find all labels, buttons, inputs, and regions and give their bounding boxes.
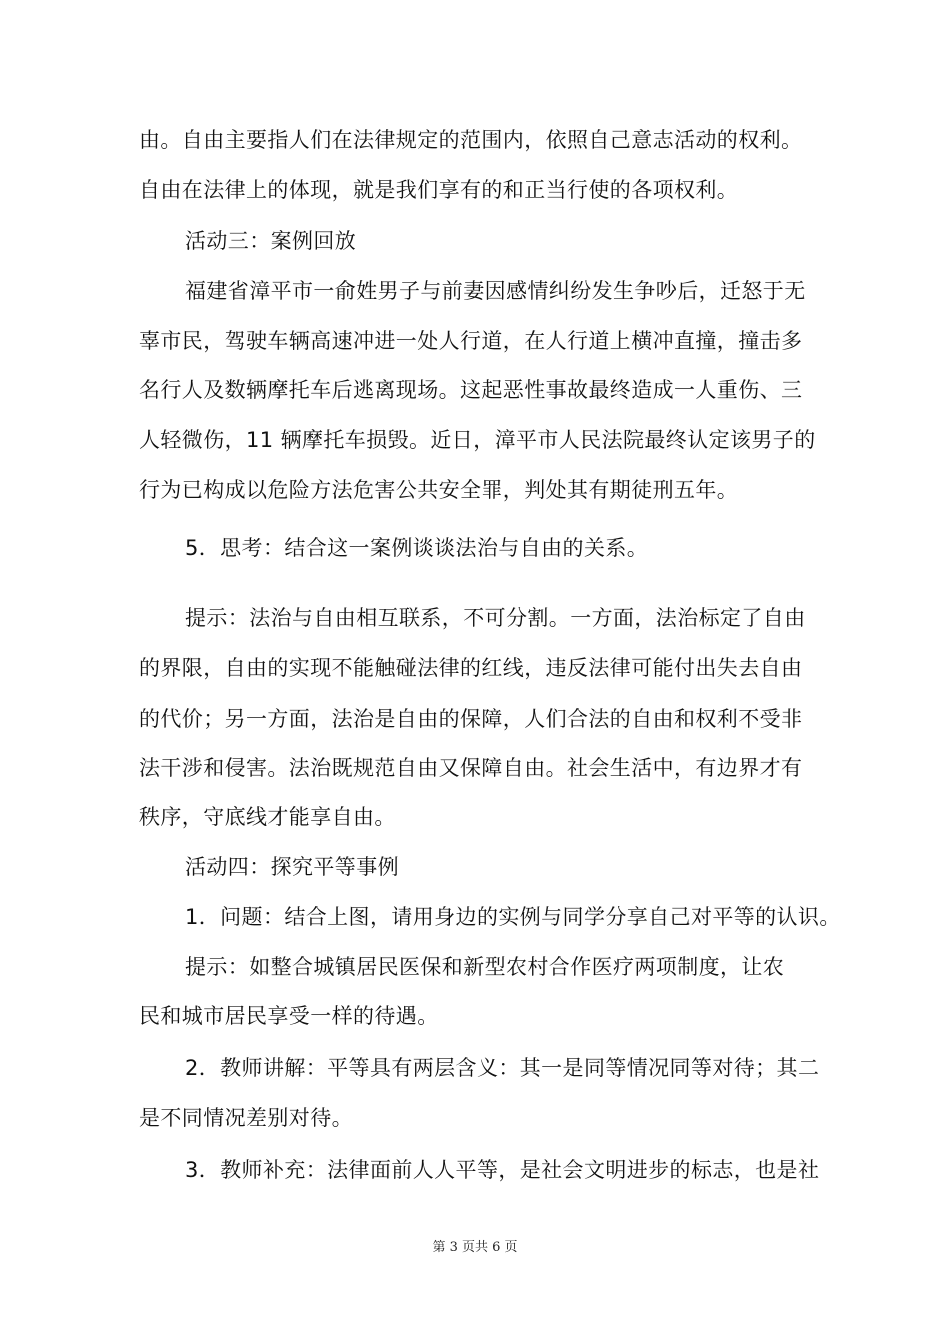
- text-line: 的代价；另一方面，法治是自由的保障，人们合法的自由和权利不受非: [139, 707, 803, 731]
- page-number-footer: 第 3 页共 6 页: [432, 1240, 518, 1255]
- text-line: 5．思考：结合这一案例谈谈法治与自由的关系。: [185, 536, 649, 560]
- text-line: 自由在法律上的体现，就是我们享有的和正当行使的各项权利。: [139, 178, 739, 202]
- text-line: 法干涉和侵害。法治既规范自由又保障自由。社会生活中，有边界才有: [139, 756, 803, 780]
- text-line: 名行人及数辆摩托车后逃离现场。这起恶性事故最终造成一人重伤、三: [139, 378, 803, 402]
- text-line: 1．问题：结合上图，请用身边的实例与同学分享自己对平等的认识。: [185, 905, 841, 929]
- text-line: 2．教师讲解：平等具有两层含义：其一是同等情况同等对待；其二: [185, 1056, 820, 1080]
- section-heading: 活动三：案例回放: [185, 229, 357, 253]
- text-line: 人轻微伤，11 辆摩托车损毁。近日，漳平市人民法院最终认定该男子的: [139, 428, 816, 452]
- text-line: 福建省漳平市一俞姓男子与前妻因感情纠纷发生争吵后，迁怒于无: [185, 279, 806, 303]
- text-line: 的界限，自由的实现不能触碰法律的红线，违反法律可能付出失去自由: [139, 656, 803, 680]
- text-line: 3．教师补充：法律面前人人平等，是社会文明进步的标志，也是社: [185, 1158, 820, 1182]
- section-heading: 活动四：探究平等事例: [185, 855, 399, 879]
- text-line: 民和城市居民享受一样的待遇。: [139, 1004, 439, 1028]
- text-line: 提示：如整合城镇居民医保和新型农村合作医疗两项制度，让农: [185, 955, 785, 979]
- text-line: 由。自由主要指人们在法律规定的范围内，依照自己意志活动的权利。: [139, 128, 803, 152]
- text-line: 秩序，守底线才能享自由。: [139, 805, 396, 829]
- text-line: 行为已构成以危险方法危害公共安全罪，判处其有期徒刑五年。: [139, 478, 739, 502]
- text-line: 提示：法治与自由相互联系，不可分割。一方面，法治标定了自由: [185, 606, 806, 630]
- text-line: 是不同情况差别对待。: [139, 1106, 353, 1130]
- text-line: 辜市民，驾驶车辆高速冲进一处人行道，在人行道上横冲直撞，撞击多: [139, 329, 803, 353]
